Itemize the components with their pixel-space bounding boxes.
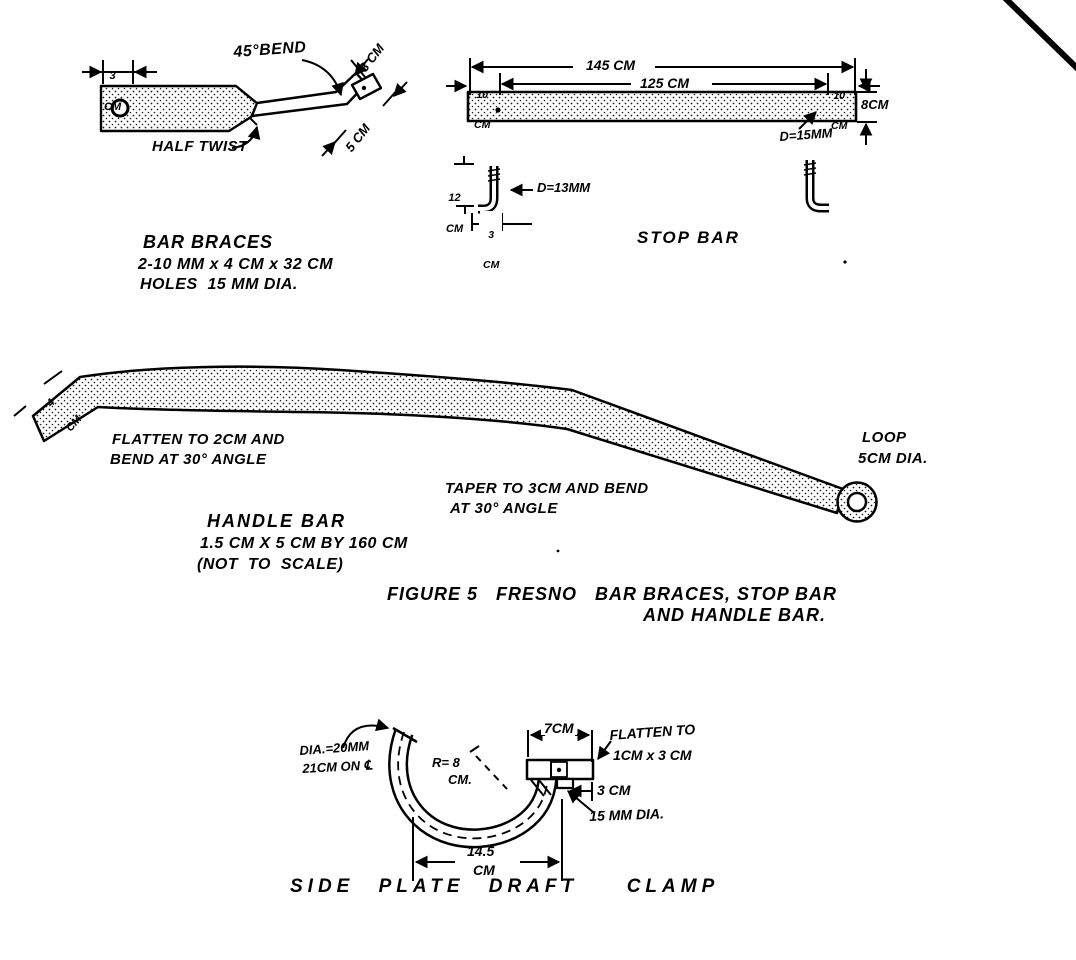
brace-width-dim: 3 CM (104, 69, 122, 114)
loop-label-1: LOOP (862, 429, 907, 446)
stop-bar-overall-dim: 145 CM (583, 58, 638, 72)
l-bolt-right (810, 160, 829, 208)
clamp-top-dim: 7CM (541, 721, 577, 735)
clamp-radius-label-1: R= 8 (432, 755, 460, 770)
clamp-hole-label: 15 MM DIA. (588, 805, 665, 824)
brace-side-dim: 5 CM (342, 120, 374, 155)
bolt-dia-label: D=13MM (537, 180, 591, 195)
brace-end-dim: 3 CM (356, 40, 388, 75)
stop-bar-left-offset-dim: 10 CM (474, 88, 491, 131)
radius-line (476, 756, 507, 789)
handle-tip-dim: 4 CM (44, 396, 85, 435)
bar-braces-spec1: 2-10 MM x 4 CM x 32 CM (138, 256, 334, 273)
handle-note-left-1: FLATTEN TO 2CM AND (112, 431, 285, 448)
handle-note-left-2: BEND AT 30° ANGLE (110, 451, 267, 468)
handle-bar-spec2: (NOT TO SCALE) (197, 556, 344, 573)
stop-bar-title: STOP BAR (637, 228, 740, 247)
stop-bar-hole (495, 107, 500, 112)
clamp-flatten-label-1: FLATTEN TO (608, 721, 696, 743)
clamp-side-dim: 3 CM (597, 782, 631, 798)
figure-caption-line1: FIGURE 5 FRESNO BAR BRACES, STOP BAR (387, 584, 838, 604)
page-corner-mark (1003, 0, 1076, 71)
clamp-dia-label-2: 21CM ON ℄ (301, 757, 373, 776)
clamp-flatten-label-2: 1CM x 3 CM (613, 747, 692, 763)
tab-notch (557, 779, 573, 788)
stop-bar-hole-label: D=15MM (778, 125, 833, 144)
bolt-foot-dim: 3 CM (480, 211, 502, 291)
clamp-title: SIDE PLATE DRAFT CLAMP (290, 876, 720, 897)
bar-braces-title: BAR BRACES (143, 232, 274, 252)
bend-label: 45°BEND (232, 38, 307, 61)
clamp-bottom-dim-1: 14.5 (467, 843, 495, 859)
clamp-dia-label-1: DIA.=20MM (298, 738, 370, 758)
stop-bar-height-dim: 8CM (861, 97, 889, 112)
figure-caption-line2: AND HANDLE BAR. (643, 605, 826, 625)
handle-note-right-1: TAPER TO 3CM AND BEND (445, 480, 649, 497)
bolt-length-dim: 12 CM (446, 191, 464, 236)
handle-bar-spec1: 1.5 CM X 5 CM BY 160 CM (200, 535, 408, 552)
tab-hole (557, 768, 561, 772)
handle-note-right-2: AT 30° ANGLE (450, 500, 558, 517)
clamp-radius-label-2: CM. (448, 772, 472, 787)
loop-label-2: 5CM DIA. (858, 450, 928, 467)
bar-braces-spec2: HOLES 15 MM DIA. (140, 276, 298, 293)
handle-bar-title: HANDLE BAR (207, 511, 346, 531)
stop-bar-inner-dim: 125 CM (637, 76, 692, 90)
half-twist-label: HALF TWIST (152, 138, 248, 155)
clamp-bottom-dim-2: CM (473, 862, 495, 878)
stop-bar-right-offset-dim: 10 CM (831, 89, 848, 132)
